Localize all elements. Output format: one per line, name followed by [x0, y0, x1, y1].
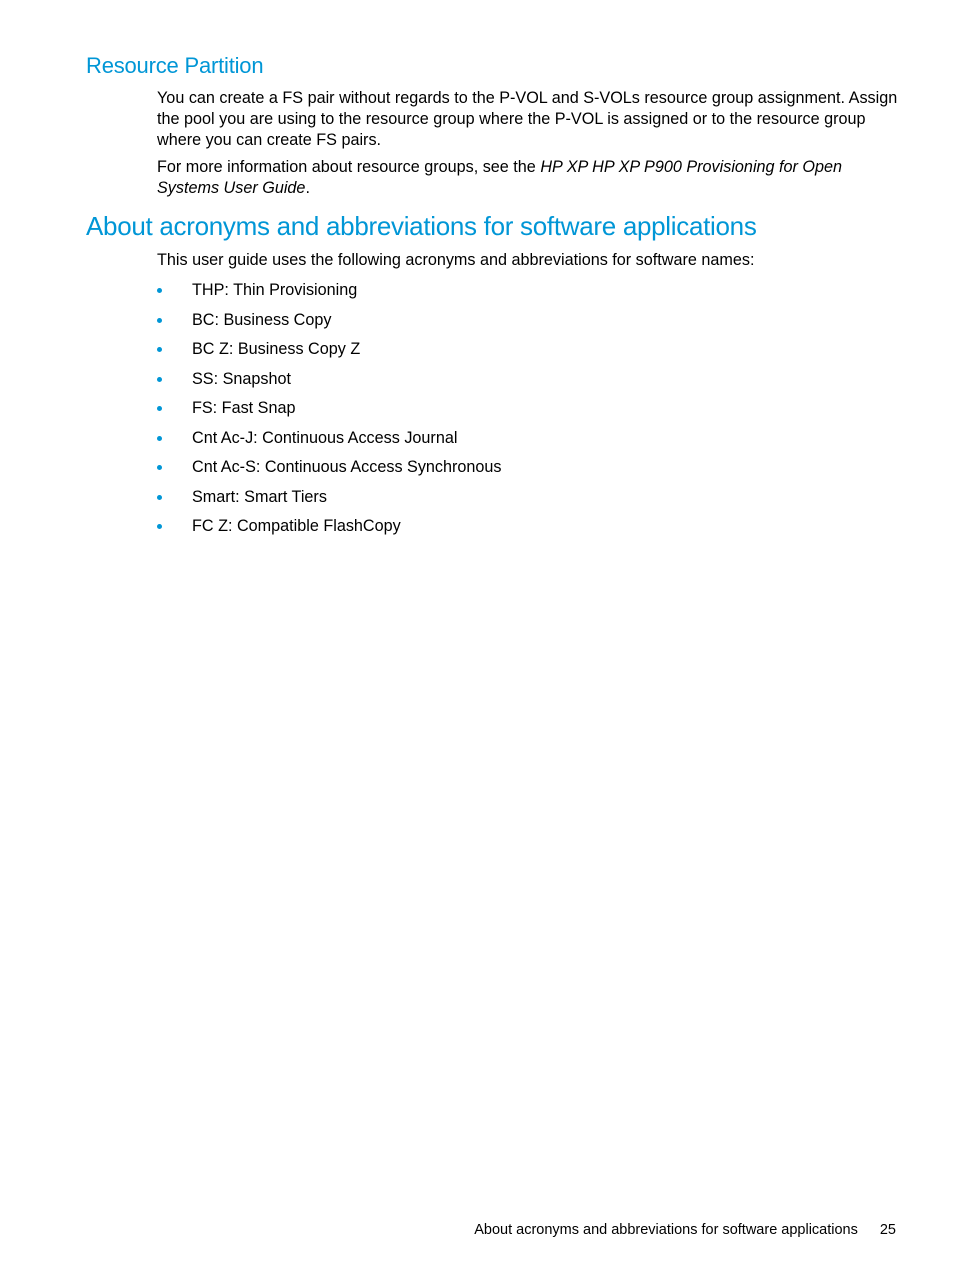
list-item-text: Cnt Ac-J: Continuous Access Journal — [192, 428, 458, 447]
list-item-text: BC Z: Business Copy Z — [192, 340, 361, 358]
list-item-text: FC Z: Compatible FlashCopy — [192, 517, 401, 535]
bullet-icon — [157, 377, 162, 382]
reference-suffix-text: . — [305, 179, 310, 197]
list-item-text: FS: Fast Snap — [192, 399, 296, 417]
bullet-icon — [157, 465, 162, 470]
list-item-text: Cnt Ac-S: Continuous Access Synchronous — [192, 458, 502, 476]
list-item-text: THP: Thin Provisioning — [192, 281, 358, 299]
bullet-icon — [157, 495, 162, 500]
acronyms-intro-paragraph: This user guide uses the following acronyms and abbreviations for software names: — [157, 251, 755, 269]
acronyms-section-heading: About acronyms and abbreviations for software applications — [86, 211, 757, 241]
bullet-icon — [157, 436, 162, 441]
bullet-icon — [157, 524, 162, 529]
bullet-icon — [157, 347, 162, 352]
resource-partition-heading: Resource Partition — [86, 53, 264, 78]
guide-title-reference: HP XP HP XP P900 Provisioning for Open Systems User Guide — [157, 158, 843, 197]
reference-prefix-text: For more information about resource groups, see the — [157, 158, 541, 176]
page-number: 25 — [879, 1222, 896, 1238]
resource-partition-paragraph: You can create a FS pair without regards to the P-VOL and S-VOLs resource group assignment. Assign the pool you are using to the resource group where the P-VOL is assigned or to the resource group where you can create FS pairs. — [157, 89, 898, 149]
bullet-icon — [157, 406, 162, 411]
bullet-icon — [157, 318, 162, 323]
list-item-text: BC: Business Copy — [192, 310, 332, 329]
footer-section-title: About acronyms and abbreviations for software applications — [474, 1222, 858, 1238]
page-footer — [474, 1222, 896, 1238]
list-item-text: SS: Snapshot — [192, 369, 291, 388]
list-item-text: Smart: Smart Tiers — [192, 487, 327, 506]
resource-groups-reference-paragraph — [157, 157, 902, 199]
bullet-icon — [157, 288, 162, 293]
